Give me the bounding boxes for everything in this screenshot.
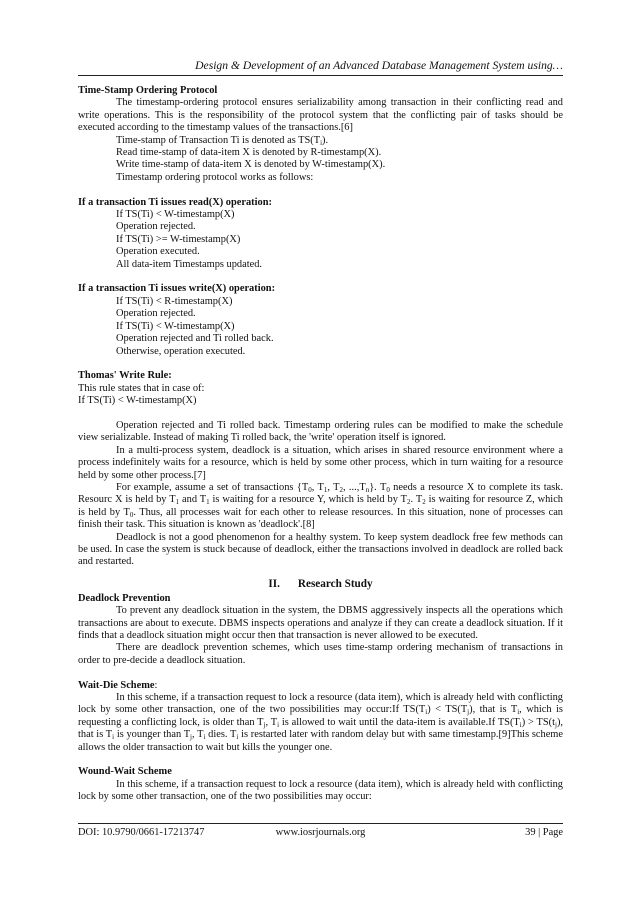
prevention-heading: Deadlock Prevention [78, 592, 171, 604]
thomas-heading: Thomas' Write Rule: [78, 370, 172, 382]
deadlock-paragraph-2: For example, assume a set of transactions {$T_0$, $T_1$, $T_2$, $...,T_n$}. $T_0$ needs a resource X to complete its task. Resourc X is held by $T_1$ and $T_1$ is waiting for a resource Y, which is held by $T_2$. $T_2$ is waiting for resource Z, which is held by $T_0$. Thus, all processes wait for each other to release resources. In this situation, none of processes can finish their task. This situation is known as 'deadlock'.[8] [78, 481, 564, 531]
read-rule-line: If TS(Ti) >= W-timestamp(X) [116, 233, 241, 245]
thomas-line-2: If TS(Ti) < W-timestamp(X) [78, 395, 197, 407]
timestamp-line-2: Read time-stamp of data-item X is denoted by R-timestamp(X). [116, 147, 382, 159]
read-rule-line: If TS(Ti) < W-timestamp(X) [116, 209, 235, 221]
footer-doi: DOI: 10.9790/0661-17213747 [78, 827, 205, 838]
timestamp-heading: Time-Stamp Ordering Protocol [78, 85, 218, 96]
header-rule [78, 75, 563, 76]
prevention-paragraph-1: To prevent any deadlock situation in the system, the DBMS aggressively inspects all the operations which transactions are about to execute. DBMS inspects operations and analyze if they can create a deadlock situation. If it finds that a deadlock situation might occur then that transaction is never allowed to be executed. [78, 605, 563, 641]
write-rule-line: If TS(Ti) < W-timestamp(X) [116, 320, 235, 332]
write-rule-line: Operation rejected and Ti rolled back. [116, 333, 274, 345]
running-header: Design & Development of an Advanced Database Management System using… [195, 59, 563, 72]
prevention-paragraph-2: There are deadlock prevention schemes, which uses time-stamp ordering mechanism of transactions in order to pre-decide a deadlock situation. [78, 642, 563, 666]
timestamp-line-4: Timestamp ordering protocol works as follows: [116, 171, 314, 183]
deadlock-paragraph-1: In a multi-process system, deadlock is a situation, which arises in shared resource environment where a process indefinitely waits for a resource, which is held by some other process, which in turn waiting for a resource held by some other process.[7] [78, 444, 563, 481]
timestamp-line-3: Write time-stamp of data-item X is denoted by W-timestamp(X). [116, 159, 386, 171]
write-rule-heading: If a transaction Ti issues write(X) operation: [78, 283, 276, 295]
timestamp-intro: The timestamp-ordering protocol ensures serializability among transaction in their conflicting read and write operations. This is the responsibility of the protocol system that the conflicting pair of tasks should be executed according to the timestamp values of the transactions.[6] [78, 97, 563, 134]
wound-wait-paragraph: In this scheme, if a transaction request to lock a resource (data item), which is already held with conflicting lock by some other transaction, one of the two possibilities may occur: [78, 778, 563, 803]
footer-page-number: 39 | Page [525, 827, 563, 838]
read-rule-line: All data-item Timestamps updated. [116, 258, 263, 270]
wound-wait-heading: Wound-Wait Scheme [78, 766, 172, 778]
timestamp-line-1: Time-stamp of Transaction Ti is denoted as $TS(T_i)$. [116, 134, 329, 147]
footer-website: www.iosrjournals.org [275, 827, 366, 838]
read-rule-heading: If a transaction Ti issues read(X) operation: [78, 196, 272, 208]
write-rule-line: Otherwise, operation executed. [116, 345, 246, 357]
wait-die-paragraph: In this scheme, if a transaction request to lock a resource (data item), which is already held with conflicting lock by some other transaction, one of the two possibilities may occur:If $TS(T_i) < TS(T_j)$, that is $T_i$, which is requesting a conflicting lock, is older than $T_j$, $T_i$ is allowed to wait until the data-item is available.If $TS(T_i) > TS(t_j)$, that is $T_i$ is younger than $T_j$, $T_i$ dies. $T_i$ is restarted later with random delay but with same timestamp.[9]This scheme allows the older transaction to wait but kills the younger one. [78, 692, 564, 753]
paper-page [78, 0, 563, 902]
section-heading: II. Research Study [268, 577, 373, 590]
deadlock-paragraph-3: Deadlock is not a good phenomenon for a healthy system. To keep system deadlock free few methods can be used. In case the system is stuck because of deadlock, either the transactions involved in deadlock are rolled back and restarted. [78, 531, 563, 568]
wait-die-heading: Wait-Die Scheme: [78, 679, 158, 691]
page-footer [78, 826, 563, 840]
page-content [78, 85, 563, 804]
thomas-line-1: This rule states that in case of: [78, 382, 205, 394]
thomas-paragraph: Operation rejected and Ti rolled back. Timestamp ordering rules can be modified to make the schedule view serializable. Instead of making Ti rolled back, the 'write' operation itself is ignored. [78, 419, 563, 444]
write-rule-line: If TS(Ti) < R-timestamp(X) [116, 295, 233, 307]
read-rule-line: Operation rejected. [116, 221, 196, 233]
read-rule-line: Operation executed. [116, 246, 200, 258]
footer-rule [78, 823, 563, 824]
write-rule-line: Operation rejected. [116, 308, 196, 320]
